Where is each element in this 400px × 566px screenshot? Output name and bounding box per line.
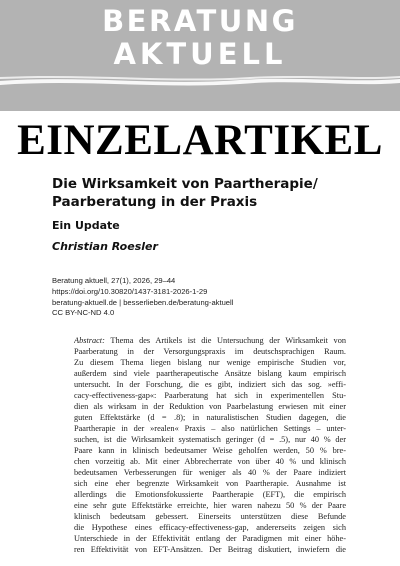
abstract-line: Unterschiede in der Effektivität entlang der Paradigmen mit einer höhe- [74,534,346,543]
abstract-line: klinisch bedeutsam gebessert. Einerseits unterstützen diese Befunde [74,512,346,521]
abstract-line: Paartherapie in der »realen« Praxis – also natürlichen Settings – unter- [74,424,346,433]
abstract-label: Abstract: [74,336,105,345]
article-title-line2: Paarberatung in der Praxis [52,194,258,210]
abstract-line: bedeutsamen Verbesserungen für weniger als 40 % der Paare indiziert [74,468,346,477]
journal-banner [0,0,400,111]
journal-name-line1: BERATUNG [102,4,298,38]
page-heading: EINZELARTIKEL [17,117,383,164]
license-text: CC BY-NC-ND 4.0 [52,308,115,318]
website-links[interactable]: beratung-aktuell.de | besserlieben.de/beratung-aktuell [52,297,234,307]
abstract-line: außerdem sind viele paartherapeutische Ansätze bislang kaum empirisch [74,369,346,378]
banner-swoosh [0,73,400,87]
abstract-first-line: Thema des Artikels ist die Untersuchung der Wirksamkeit von [104,336,346,345]
journal-name-line2: AKTUELL [113,37,287,71]
abstract-line: guten Effektstärke (d = .8); in naturalistischen Studien dagegen, die [74,413,346,422]
abstract-line: suchen, ist die Wirksamkeit systematisch geringer (d = .5), nur 40 % der [74,435,346,444]
abstract-line: eine sehr gute Effektstärke erreichte, hier waren nahezu 50 % der Paare [74,501,346,510]
citation-block [52,276,233,319]
citation-line: Beratung aktuell, 27(1), 2026, 29–44 [52,276,176,285]
abstract-line [74,335,346,346]
abstract-line: cacy-effectiveness-gap«: Paarberatung hat sich in experimentellen Stu- [74,391,346,400]
abstract-line: chen vorzeitig ab. Mit einer Abbrecherrate von über 40 % und klinisch [74,457,346,466]
article-title-line1: Die Wirksamkeit von Paartherapie/ [52,176,318,192]
abstract-line: die Hypothese eines efficacy-effectiveness-gap, andererseits zeigen sich [74,523,346,532]
doi-link[interactable]: https://doi.org/10.30820/1437-3181-2026-1-29 [52,286,208,296]
abstract-line: dien als wirksam in der Reduktion von Paarbelastung erwiesen mit einer [74,402,346,411]
abstract-line: sich eine eher begrenzte Wirksamkeit von Paartherapie. Ausnahme ist [74,479,346,488]
article-author: Christian Roesler [52,240,158,253]
abstract-line: Paare kann in klinisch bedeutsamer Weise geholfen werden, 50 % bre- [74,446,346,455]
abstract-line: Zu diesem Thema liegen bislang nur wenige empirische Studien vor, [74,358,346,367]
abstract-line: allerdings die Emotionsfokussierte Paartherapie (EFT), die empirisch [74,490,346,499]
abstract-line: ren Effektivität von EFT-Ansätzen. Der Beitrag diskutiert, inwiefern die [74,545,346,554]
abstract-line: Paarberatung in der Versorgungspraxis im deutschsprachigen Raum. [74,347,346,356]
abstract-text [74,335,346,566]
abstract-line: untersucht. In der Forschung, die es gibt, indiziert sich das sog. »effi- [74,380,346,389]
article-subtitle: Ein Update [52,219,120,232]
